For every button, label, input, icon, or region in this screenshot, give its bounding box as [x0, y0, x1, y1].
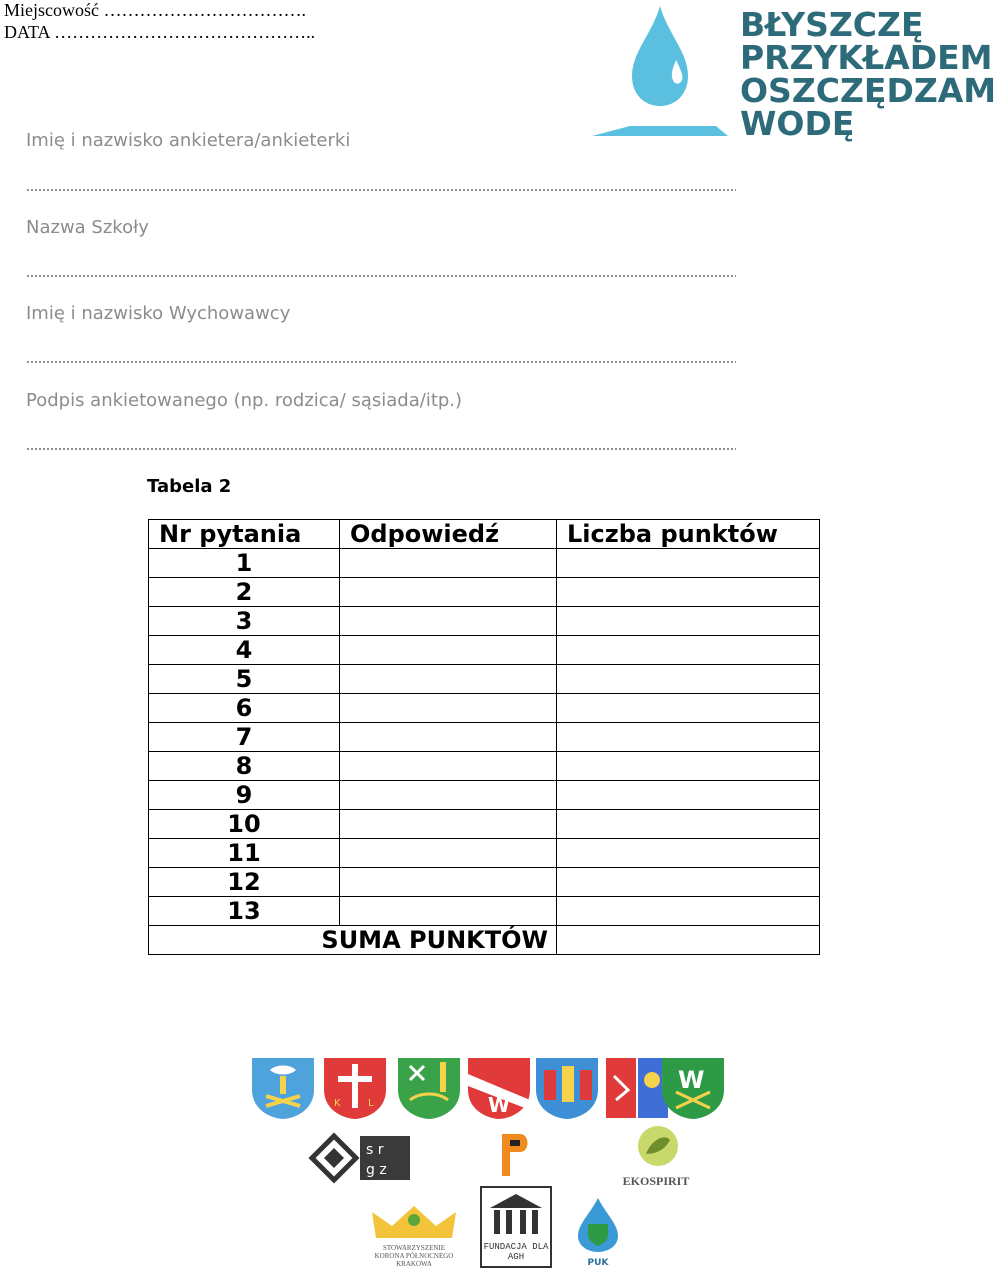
teacher-name-dotted-line[interactable] — [26, 360, 736, 364]
interviewer-name-label: Imię i nazwisko ankietera/ankieterki — [26, 130, 351, 151]
total-points-cell[interactable] — [557, 926, 820, 955]
answer-cell[interactable] — [340, 549, 557, 578]
table-row — [149, 839, 820, 868]
points-cell[interactable] — [557, 694, 820, 723]
total-label: SUMA PUNKTÓW — [149, 926, 557, 955]
respondent-signature-label: Podpis ankietowanego (np. rodzica/ sąsiada/itp.) — [26, 390, 463, 411]
points-cell[interactable] — [557, 810, 820, 839]
points-cell[interactable] — [557, 578, 820, 607]
points-cell[interactable] — [557, 636, 820, 665]
puk-drop-icon — [574, 1196, 622, 1254]
answer-cell[interactable] — [340, 578, 557, 607]
interviewer-name-dotted-line[interactable] — [26, 188, 736, 192]
crown-icon — [370, 1204, 458, 1240]
points-cell[interactable] — [557, 752, 820, 781]
srgz-text-bottom: g z — [366, 1162, 387, 1178]
table-row — [149, 897, 820, 926]
table-header-row — [149, 520, 820, 549]
blue-crest-icon — [250, 1056, 316, 1120]
points-cell[interactable] — [557, 781, 820, 810]
points-cell[interactable] — [557, 897, 820, 926]
srgz-logo — [310, 1134, 412, 1182]
ekospirit-leaf-icon — [616, 1124, 696, 1170]
green-w-crest-icon — [660, 1056, 726, 1120]
table-row — [149, 694, 820, 723]
table-caption: Tabela 2 — [147, 476, 232, 497]
saints-crest-icon — [534, 1056, 600, 1120]
answer-cell[interactable] — [340, 607, 557, 636]
answer-cell[interactable] — [340, 781, 557, 810]
answer-cell[interactable] — [340, 868, 557, 897]
header-answer: Odpowiedź — [340, 520, 557, 549]
red-white-w-crest-icon — [466, 1056, 532, 1120]
table-row — [149, 810, 820, 839]
fundacja-agh-logo — [480, 1186, 552, 1268]
korona-logo — [370, 1204, 458, 1268]
logo-text-line: BŁYSZCZĘ — [740, 5, 924, 44]
question-number: 10 — [149, 810, 340, 839]
question-number: 2 — [149, 578, 340, 607]
answer-cell[interactable] — [340, 694, 557, 723]
puk-label: PUK — [587, 1258, 609, 1268]
puk-logo — [574, 1196, 622, 1268]
question-number: 3 — [149, 607, 340, 636]
question-number: 4 — [149, 636, 340, 665]
total-row — [149, 926, 820, 955]
building-icon — [482, 1188, 550, 1238]
question-number: 8 — [149, 752, 340, 781]
school-name-label: Nazwa Szkoły — [26, 217, 149, 238]
question-number: 7 — [149, 723, 340, 752]
respondent-signature-dotted-line[interactable] — [26, 447, 736, 451]
points-cell[interactable] — [557, 549, 820, 578]
logo-text-line: PRZYKŁADEM — [740, 38, 993, 77]
water-drop-logo — [592, 4, 732, 140]
korona-label: STOWARZYSZENIE KORONA PÓŁNOCNEGO KRAKOWA — [374, 1244, 454, 1268]
place-line: Miejscowość ……………………………. — [4, 0, 306, 20]
svg-text:L: L — [368, 1098, 374, 1109]
points-cell[interactable] — [557, 723, 820, 752]
ekospirit-logo — [616, 1124, 696, 1188]
fundacja-agh-label: FUNDACJA DLA AGH — [483, 1242, 549, 1262]
date-line: DATA …………………………………….. — [4, 22, 316, 42]
svg-text:K: K — [334, 1098, 341, 1109]
table-row — [149, 578, 820, 607]
header-question-number: Nr pytania — [149, 520, 340, 549]
answer-cell[interactable] — [340, 839, 557, 868]
svg-text:W: W — [678, 1066, 705, 1094]
answer-cell[interactable] — [340, 810, 557, 839]
school-name-dotted-line[interactable] — [26, 274, 736, 278]
answer-cell[interactable] — [340, 636, 557, 665]
question-number: 5 — [149, 665, 340, 694]
question-number: 9 — [149, 781, 340, 810]
question-number: 13 — [149, 897, 340, 926]
table-row — [149, 752, 820, 781]
red-cross-crest-icon — [322, 1056, 388, 1120]
logo-text-line: WODĘ — [740, 104, 855, 143]
question-number: 6 — [149, 694, 340, 723]
points-cell[interactable] — [557, 868, 820, 897]
question-number: 1 — [149, 549, 340, 578]
table-row — [149, 723, 820, 752]
logo-text-line: OSZCZĘDZAM — [740, 71, 996, 110]
table-row — [149, 868, 820, 897]
answer-cell[interactable] — [340, 723, 557, 752]
ekospirit-label: EKOSPIRIT — [622, 1174, 690, 1188]
points-cell[interactable] — [557, 665, 820, 694]
question-number: 12 — [149, 868, 340, 897]
points-cell[interactable] — [557, 607, 820, 636]
score-table — [148, 519, 820, 955]
answer-cell[interactable] — [340, 752, 557, 781]
green-crest-icon — [396, 1056, 462, 1120]
table-row — [149, 781, 820, 810]
points-cell[interactable] — [557, 839, 820, 868]
srgz-text-top: s r — [366, 1142, 384, 1158]
table-row — [149, 636, 820, 665]
table-row — [149, 549, 820, 578]
answer-cell[interactable] — [340, 665, 557, 694]
svg-text:W: W — [488, 1093, 511, 1117]
table-row — [149, 607, 820, 636]
teacher-name-label: Imię i nazwisko Wychowawcy — [26, 303, 291, 324]
table-row — [149, 665, 820, 694]
campaign-logo-text — [740, 5, 996, 143]
header-points: Liczba punktów — [557, 520, 820, 549]
question-number: 11 — [149, 839, 340, 868]
orange-p-logo — [498, 1132, 532, 1178]
answer-cell[interactable] — [340, 897, 557, 926]
